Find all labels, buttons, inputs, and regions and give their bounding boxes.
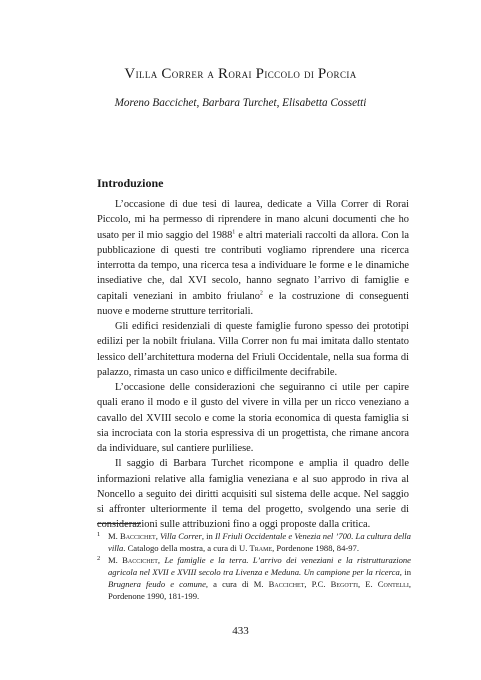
footnote-number: 1 <box>97 531 101 538</box>
paragraph: L’occasione delle considerazioni che seguiranno ci utile per capire quali erano il modo e il gusto del vivere in villa per un ricco veneziano a cavallo del XVIII secolo e come la storia economica di questa famiglia si sia incrociata con la storia espressiva di un progettista, che rimane ancora da individuare, sul cantiere purliliese. <box>97 382 409 454</box>
footnote: 2 M. Baccichet, Le famiglie e la terra. L’arrivo dei veneziani e la ristrutturazione agricola nel XVII e XVIII secolo tra Livenza e Meduna. Un campione per la ricerca, in Brugnera feudo e comune, a cura di M. Baccichet, P.C. Begotti, E. Contelli, Pordenone 1990, 181-199. <box>97 555 412 602</box>
footnote-divider <box>97 523 141 524</box>
title-word: di <box>303 66 315 81</box>
paragraph: Gli edifici residenziali di queste famiglie furono spesso dei prototipi edilizi per la nobilt friulana. Villa Correr non fu mai imitata dallo stentato lessico dell’architettura moderna del Friuli Occidentale, nella sua forma di palazzo, rimasta un caso unico e difficilmente decifrabile. <box>97 321 409 378</box>
footnote-ref: 2 <box>259 290 263 297</box>
footnote-ref: 1 <box>232 229 236 236</box>
article-authors: Moreno Baccichet, Barbara Turchet, Elisabetta Cossetti <box>114 97 367 109</box>
title-word: a <box>207 66 215 81</box>
footnote-number: 2 <box>97 555 101 563</box>
footnotes <box>97 530 411 603</box>
title-word: Villa <box>124 66 158 82</box>
title-word: Correr <box>161 66 204 82</box>
body-text <box>97 197 409 533</box>
title-word: Porcia <box>317 66 357 82</box>
paragraph: Il saggio di Barbara Turchet ricompone e amplia il quadro delle informazioni relative alla famiglia veneziana e al suo approdo in riva al Noncello a seguito dei diritti acquisiti sul sistema delle acque. Nel saggio si affronter ulteriormente il tema del progetto, svolgendo una serie di considerazioni sulle attribuzioni fino a oggi proposte dalla critica. <box>97 458 409 531</box>
page-number: 433 <box>232 625 249 637</box>
section-heading: Introduzione <box>97 176 164 190</box>
title-word: Rorai <box>217 66 252 82</box>
paragraph: L’occasione di due tesi di laurea, dedicate a Villa Correr di Rorai Piccolo, mi ha permesso di riprendere in mano alcuni documenti che ho usato per il mio saggio del 1988$^1$ e altri materiali raccolti da allora. Con la pubblicazione di questi tre contributi vogliamo riprendere una ricerca interrotta da tempo, una ricerca tesa a individuare le forme e le dinamiche insediative che, dal XVI secolo, hanno segnato l’arrivo di famiglie e capitali veneziani in ambito friulano$^2$ e la costruzione di conseguenti nuove e moderne strutture territoriali. <box>97 199 410 317</box>
title-word: Piccolo <box>255 66 301 82</box>
article-title <box>0 66 481 83</box>
footnote: 1 M. Baccichet, Villa Correr, in Il Friuli Occidentale e Venezia nel ’700. La cultura della villa. Catalogo della mostra, a cura di U. Trame, Pordenone 1988, 84-97. <box>97 531 411 554</box>
